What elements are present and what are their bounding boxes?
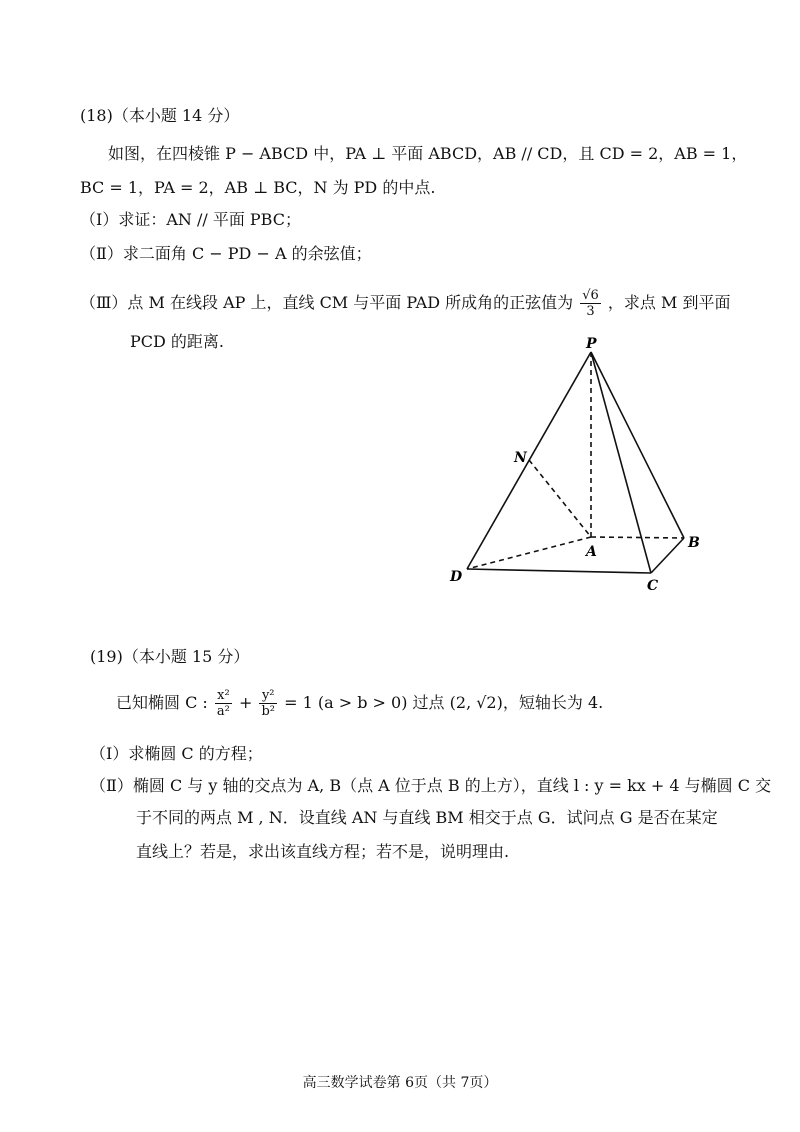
segment-AN (529, 460, 591, 537)
label-B: B (688, 535, 700, 551)
q19-part2-line3: 直线上？若是，求出该直线方程；若不是，说明理由. (136, 842, 510, 861)
q18-part1: （Ⅰ）求证：AN // 平面 PBC； (80, 210, 301, 229)
edge-PC (591, 352, 651, 573)
y2-over-b2-fraction (259, 688, 277, 719)
fraction-numerator: x² (215, 688, 232, 704)
fraction-numerator: y² (259, 688, 277, 704)
q19-stem (116, 688, 603, 719)
q18-part3-cont: PCD 的距离. (130, 332, 225, 351)
q19-part1: （Ⅰ）求椭圆 C 的方程； (90, 744, 263, 763)
label-A: A (586, 544, 597, 560)
fraction-denominator: b² (261, 704, 276, 719)
q18-stem-line2: BC = 1，PA = 2，AB ⊥ BC，N 为 PD 的中点. (80, 178, 436, 197)
plus-sign: + (238, 693, 253, 712)
label-D: D (450, 569, 463, 585)
x2-over-a2-fraction (215, 688, 232, 719)
q19-stem-text-a: 已知椭圆 C : (116, 693, 208, 712)
label-C: C (647, 578, 659, 594)
q18-header: (18)（本小题 14 分） (80, 106, 240, 125)
q19-part2-line1: （Ⅱ）椭圆 C 与 y 轴的交点为 A, B（点 A 位于点 B 的上方），直线 l : y = kx + 4 与椭圆 C 交 (90, 776, 772, 795)
q18-part2: （Ⅱ）求二面角 C − PD − A 的余弦值； (80, 244, 372, 263)
q18-part3-text-a: （Ⅲ）点 M 在线段 AP 上，直线 CM 与平面 PAD 所成角的正弦值为 (80, 293, 574, 312)
fraction-numerator: √6 (582, 288, 599, 303)
edge-CB (651, 538, 684, 573)
q19-stem-text-b: = 1 (a > b > 0) 过点 (2, √2)，短轴长为 4. (284, 693, 604, 712)
label-P: P (586, 336, 597, 352)
page-footer: 高三数学试卷第 6页（共 7页） (302, 1075, 498, 1091)
q18-stem-line1: 如图，在四棱锥 P − ABCD 中，PA ⊥ 平面 ABCD，AB // CD，且 CD = 2，AB = 1， (108, 144, 748, 163)
label-N: N (514, 450, 527, 466)
edge-PB (591, 352, 684, 538)
edge-DC (467, 569, 651, 573)
sqrt6-over-3-fraction (580, 288, 601, 319)
edge-AB (591, 537, 684, 538)
fraction-denominator: 3 (586, 304, 595, 319)
q18-part3-text-b: ，求点 M 到平面 (607, 293, 731, 312)
q18-part3 (80, 288, 730, 319)
pyramid-figure (440, 330, 720, 600)
fraction-denominator: a² (216, 704, 230, 719)
q19-part2-line2: 于不同的两点 M , N．设直线 AN 与直线 BM 相交于点 G．试问点 G 是否在某定 (136, 808, 718, 827)
edge-AD (467, 537, 591, 569)
q19-header: (19)（本小题 15 分） (90, 647, 250, 666)
